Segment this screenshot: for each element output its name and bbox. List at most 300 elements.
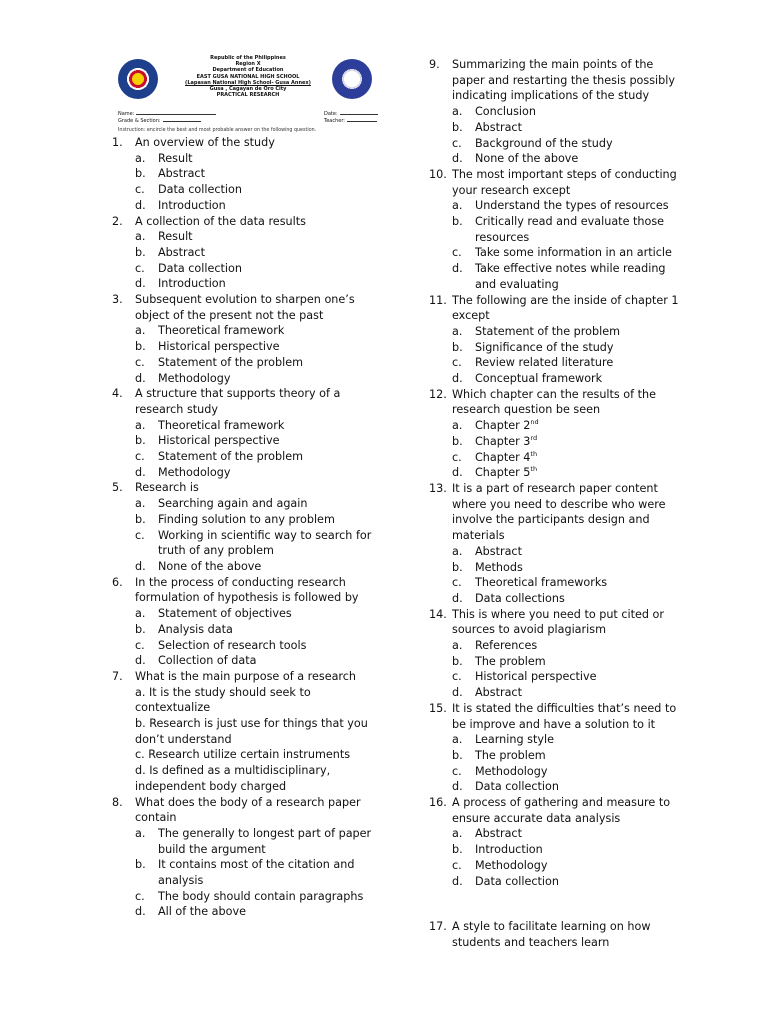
question-text: The most important steps of conducting your research except [452, 167, 677, 197]
school-info [164, 55, 332, 98]
option-letter: c. [135, 450, 145, 464]
question-number: 4. [112, 387, 123, 401]
answer-option [452, 858, 689, 874]
option-letter: b. [135, 858, 146, 872]
option-letter: c. [135, 183, 145, 197]
option-text [158, 276, 372, 292]
option-letter: b. [452, 654, 463, 668]
option-letter: d. [452, 372, 463, 386]
question-number: 17. [429, 920, 447, 934]
teacher-field [324, 117, 377, 124]
date-field [324, 110, 378, 117]
answer-option [135, 653, 372, 669]
questions-column-left [112, 135, 372, 920]
option-letter: d. [135, 465, 146, 479]
question-text: An overview of the study [135, 136, 275, 149]
option-text [475, 198, 689, 214]
option-text [475, 748, 689, 764]
answer-option [452, 120, 689, 136]
answer-option [452, 214, 689, 245]
question-text: Research is [135, 481, 199, 495]
answer-statement: d. Is defined as a multidisciplinary, independent body charged [135, 764, 331, 793]
option-letter: a. [452, 105, 463, 119]
option-text [158, 904, 372, 920]
answer-option [135, 261, 372, 277]
grade-section-label: Grade & Section: [118, 118, 161, 124]
question-text: It is stated the difficulties that’s need to be improve and have a solution to it [452, 701, 677, 731]
option-text [158, 889, 372, 905]
answer-option [452, 779, 689, 795]
header-line: Republic of the Philippines [210, 55, 286, 61]
option-text-main: Historical perspective [475, 670, 597, 684]
option-letter: c. [452, 136, 462, 150]
ordinal-suffix: nd [530, 418, 539, 427]
option-text-main: Review related literature [475, 356, 614, 370]
header-line: EAST GUSA NATIONAL HIGH SCHOOL [196, 73, 300, 80]
option-text-main: Abstract [475, 544, 522, 558]
question-text: Which chapter can the results of the research question be seen [452, 387, 656, 417]
question-text: A collection of the data results [135, 214, 306, 228]
question-item [112, 292, 372, 323]
question-item [112, 480, 372, 496]
option-text-main: The generally to longest part of paper build the argument [158, 826, 372, 856]
question-text: What is the main purpose of a research [135, 669, 357, 683]
answer-option [452, 764, 689, 780]
question-number: 14. [429, 607, 447, 621]
option-letter: d. [452, 780, 463, 794]
deped-seal-logo [332, 59, 372, 99]
option-letter: a. [452, 199, 463, 213]
option-text-main: Abstract [475, 120, 522, 134]
option-text [475, 355, 689, 371]
option-text-main: Working in scientific way to search for truth of any problem [158, 528, 372, 558]
option-text-main: Data collection [158, 183, 242, 197]
question-text: What does the body of a research paper contain [135, 795, 361, 825]
answer-option [135, 323, 372, 339]
question-item [429, 293, 689, 324]
answer-option [135, 245, 372, 261]
question-text: This is where you need to put cited or sources to avoid plagiarism [452, 607, 665, 637]
answer-statement: b. Research is just use for things that you don’t understand [135, 717, 368, 746]
option-text [475, 324, 689, 340]
question-number: 10. [429, 167, 447, 181]
option-text [475, 591, 689, 607]
option-text [475, 826, 689, 842]
option-text [158, 245, 372, 261]
option-text [158, 606, 372, 622]
question-number: 2. [112, 214, 123, 228]
answer-option [135, 559, 372, 575]
question-item [112, 669, 372, 795]
question-number: 8. [112, 795, 123, 809]
option-text [475, 214, 689, 245]
option-text [158, 559, 372, 575]
answer-option [452, 151, 689, 167]
question-item [429, 167, 689, 198]
answer-option [452, 669, 689, 685]
option-letter: b. [452, 434, 463, 448]
answer-statement: a. It is the study should seek to contextualize [135, 685, 311, 715]
option-letter: a. [135, 324, 146, 338]
answer-option [452, 104, 689, 120]
option-text [475, 120, 689, 136]
question-body [452, 795, 689, 826]
question-body [135, 135, 372, 151]
option-letter: a. [452, 639, 463, 653]
option-letter: b. [135, 167, 146, 181]
answer-option [452, 842, 689, 858]
option-letter: b. [135, 340, 146, 354]
answer-option [135, 889, 372, 905]
question-text: Subsequent evolution to sharpen one’s object of the present not the past [135, 293, 355, 322]
question-body [452, 167, 689, 198]
option-letter: b. [452, 748, 463, 762]
question-item [429, 57, 689, 104]
option-letter: d. [135, 905, 146, 919]
answer-option [452, 340, 689, 356]
answer-option [452, 371, 689, 387]
option-text-main: Introduction [158, 198, 226, 212]
option-text [158, 857, 372, 888]
option-text-main: Statement of objectives [158, 607, 292, 621]
option-text-main: Historical perspective [158, 340, 280, 354]
option-text [475, 560, 689, 576]
option-letter: c. [452, 576, 462, 590]
option-text [158, 826, 372, 857]
option-text-main: Theoretical framework [158, 418, 285, 432]
option-text-main: Data collections [475, 591, 565, 605]
answer-option [452, 591, 689, 607]
answer-option [452, 685, 689, 701]
question-text: In the process of conducting research formulation of hypothesis is followed by [135, 575, 359, 605]
answer-option [135, 606, 372, 622]
question-body [135, 669, 372, 795]
answer-option [135, 198, 372, 214]
date-label: Date: [324, 111, 338, 117]
question-item [112, 795, 372, 826]
header-line: Region X [235, 61, 261, 68]
question-body [135, 292, 372, 323]
answer-option [452, 874, 689, 890]
answer-option [452, 826, 689, 842]
option-text-main: Introduction [158, 277, 226, 291]
header-line: (Lapasan National High School- Gusa Annex) [185, 79, 311, 86]
option-text-main: Searching again and again [158, 497, 308, 511]
option-text [158, 449, 372, 465]
option-text-main: The problem [475, 654, 546, 668]
option-text [158, 151, 372, 167]
option-text-main: Data collection [475, 874, 559, 888]
option-text-main: Data collection [475, 780, 559, 794]
option-text [475, 434, 689, 450]
option-text [475, 858, 689, 874]
option-text [158, 371, 372, 387]
ordinal-suffix: th [530, 465, 538, 474]
question-number: 5. [112, 481, 123, 495]
question-item [112, 214, 372, 230]
option-text-main: Chapter 5 [475, 466, 531, 480]
option-text [475, 371, 689, 387]
option-text-main: References [475, 639, 538, 653]
option-text [475, 245, 689, 261]
answer-option [135, 182, 372, 198]
question-text: It is a part of research paper content where you need to describe who were involve the participants design and materials [452, 481, 666, 543]
option-text-main: Introduction [475, 843, 543, 857]
option-text-main: The body should contain paragraphs [158, 889, 364, 903]
option-letter: a. [452, 733, 463, 747]
option-text-main: Result [158, 230, 193, 244]
question-body [135, 795, 372, 826]
question-body [452, 701, 689, 732]
question-number: 9. [429, 58, 440, 71]
question-number: 12. [429, 387, 447, 401]
option-letter: c. [135, 889, 145, 903]
option-text [158, 638, 372, 654]
option-text [475, 638, 689, 654]
answer-option [452, 245, 689, 261]
option-letter: d. [452, 466, 463, 480]
question-body [135, 480, 372, 496]
option-text-main: Methodology [475, 764, 548, 778]
option-letter: a. [135, 230, 146, 244]
question-body [135, 214, 372, 230]
grade-section-field [118, 117, 201, 124]
option-letter: b. [135, 512, 146, 526]
option-text [475, 732, 689, 748]
option-text [158, 418, 372, 434]
option-letter: b. [135, 245, 146, 259]
option-text-main: Finding solution to any problem [158, 512, 335, 526]
option-letter: a. [135, 497, 146, 511]
option-text [158, 465, 372, 481]
option-text-main: Statement of the problem [158, 450, 303, 464]
option-letter: c. [452, 858, 462, 872]
option-text-main: Selection of research tools [158, 638, 307, 652]
question-item [429, 919, 689, 950]
answer-option [135, 496, 372, 512]
question-item [429, 481, 689, 544]
option-text-main: Result [158, 151, 193, 165]
option-letter: c. [135, 261, 145, 275]
option-text-main: None of the above [158, 559, 262, 573]
answer-option [135, 371, 372, 387]
option-letter: c. [452, 450, 462, 464]
option-text [475, 779, 689, 795]
option-text-main: Methods [475, 560, 523, 574]
answer-option [452, 418, 689, 434]
answer-option [135, 339, 372, 355]
question-body [452, 387, 689, 418]
answer-option [135, 638, 372, 654]
question-number: 6. [112, 575, 123, 589]
option-text-main: Methodology [158, 371, 231, 385]
option-letter: d. [452, 874, 463, 888]
option-letter: a. [135, 418, 146, 432]
option-text [475, 104, 689, 120]
answer-option [135, 857, 372, 888]
question-number: 7. [112, 669, 123, 683]
question-item [429, 607, 689, 638]
option-text-main: Chapter 4 [475, 450, 531, 464]
answer-option [452, 324, 689, 340]
option-text-main: Understand the types of resources [475, 199, 669, 213]
option-letter: b. [452, 215, 463, 229]
option-letter: c. [452, 356, 462, 370]
answer-option [452, 654, 689, 670]
answer-option [135, 826, 372, 857]
option-letter: c. [135, 638, 145, 652]
option-text [158, 182, 372, 198]
question-item [429, 387, 689, 418]
answer-option [452, 575, 689, 591]
option-text [475, 418, 689, 434]
answer-option [452, 732, 689, 748]
answer-option [135, 355, 372, 371]
question-body [452, 57, 689, 104]
option-letter: c. [452, 246, 462, 260]
school-seal-logo [118, 59, 158, 99]
option-text-main: Methodology [475, 858, 548, 872]
question-text: Summarizing the main points of the paper and restarting the thesis possibly indicating implications of the study [452, 58, 675, 103]
question-item [112, 575, 372, 606]
option-text-main: Chapter 2 [475, 419, 531, 433]
question-text: The following are the inside of chapter 1 except [452, 293, 679, 323]
answer-option [135, 904, 372, 920]
option-text [475, 874, 689, 890]
question-item [112, 386, 372, 417]
option-text [475, 685, 689, 701]
option-text-main: Collection of data [158, 654, 257, 668]
question-body [135, 575, 372, 606]
question-body [452, 481, 689, 544]
question-number: 13. [429, 481, 447, 495]
option-letter: d. [135, 198, 146, 212]
option-letter: a. [452, 324, 463, 338]
option-text [475, 465, 689, 481]
answer-option [452, 198, 689, 214]
option-letter: d. [135, 559, 146, 573]
question-number: 1. [112, 136, 123, 149]
option-letter: b. [135, 622, 146, 636]
option-text-main: Chapter 3 [475, 434, 531, 448]
option-letter: b. [135, 434, 146, 448]
option-letter: b. [452, 120, 463, 134]
option-letter: a. [452, 419, 463, 433]
answer-option [135, 512, 372, 528]
questions-column-right [429, 57, 689, 951]
question-number: 3. [112, 293, 123, 307]
option-text-main: Methodology [158, 465, 231, 479]
option-text [475, 669, 689, 685]
question-number: 11. [429, 293, 447, 307]
answer-option [452, 465, 689, 481]
option-text [158, 355, 372, 371]
question-number: 15. [429, 701, 447, 715]
question-body [135, 386, 372, 417]
option-letter: d. [135, 371, 146, 385]
option-letter: a. [452, 827, 463, 841]
option-letter: b. [452, 340, 463, 354]
answer-option [135, 433, 372, 449]
option-letter: d. [452, 262, 463, 276]
option-text [158, 622, 372, 638]
question-body [452, 607, 689, 638]
option-text-main: Statement of the problem [158, 355, 303, 369]
option-text [158, 653, 372, 669]
option-text [475, 842, 689, 858]
option-text-main: Theoretical frameworks [475, 576, 608, 590]
question-text: A process of gathering and measure to ensure accurate data analysis [452, 796, 671, 825]
answer-option [452, 748, 689, 764]
answer-statement: c. Research utilize certain instruments [135, 748, 351, 762]
answer-option [135, 449, 372, 465]
question-item [429, 701, 689, 732]
option-text [158, 339, 372, 355]
option-letter: d. [452, 152, 463, 166]
option-text-main: Data collection [158, 261, 242, 275]
option-text [475, 261, 689, 292]
question-item [112, 135, 372, 151]
option-letter: c. [135, 355, 145, 369]
name-field [118, 110, 216, 117]
option-text-main: The problem [475, 748, 546, 762]
option-letter: c. [135, 528, 145, 542]
question-text: A structure that supports theory of a research study [135, 387, 341, 416]
answer-option [135, 229, 372, 245]
option-text-main: Historical perspective [158, 434, 280, 448]
option-letter: d. [135, 277, 146, 291]
option-text [158, 512, 372, 528]
option-text-main: Analysis data [158, 622, 233, 636]
option-text-main: It contains most of the citation and analysis [158, 858, 355, 888]
answer-option [135, 465, 372, 481]
option-text [475, 151, 689, 167]
option-text-main: Critically read and evaluate those resources [475, 215, 665, 244]
option-text-main: Background of the study [475, 136, 613, 150]
option-letter: d. [452, 591, 463, 605]
option-text [475, 544, 689, 560]
option-text-main: Learning style [475, 733, 554, 747]
option-letter: c. [452, 764, 462, 778]
option-letter: a. [452, 544, 463, 558]
answer-option [452, 261, 689, 292]
option-letter: d. [452, 686, 463, 700]
teacher-label: Teacher: [324, 118, 345, 124]
option-letter: a. [135, 607, 146, 621]
option-text-main: Conclusion [475, 105, 536, 119]
option-letter: a. [135, 151, 146, 165]
answer-option [452, 450, 689, 466]
option-text [158, 166, 372, 182]
option-text [158, 528, 372, 559]
option-text-main: Abstract [158, 245, 205, 259]
option-text-main: Statement of the problem [475, 324, 620, 338]
option-text [475, 654, 689, 670]
option-text-main: Theoretical framework [158, 324, 285, 338]
answer-option [452, 544, 689, 560]
option-text [158, 496, 372, 512]
option-letter: d. [135, 654, 146, 668]
option-letter: b. [452, 560, 463, 574]
answer-option [452, 638, 689, 654]
option-text-main: Significance of the study [475, 340, 614, 354]
option-text [158, 198, 372, 214]
option-letter: b. [452, 843, 463, 857]
option-text [158, 323, 372, 339]
answer-option [135, 151, 372, 167]
option-text [475, 136, 689, 152]
answer-option [135, 622, 372, 638]
